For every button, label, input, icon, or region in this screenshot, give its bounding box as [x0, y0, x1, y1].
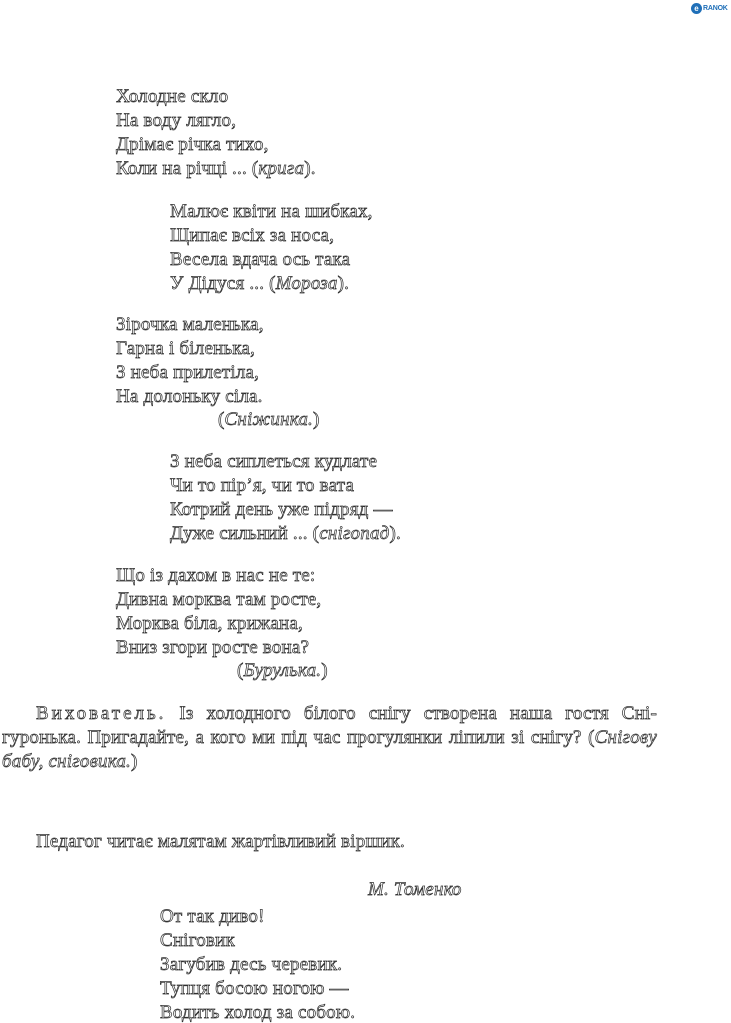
- riddle-snowfall-line-2: Чи то пір’я, чи то вата: [170, 475, 355, 496]
- teacher-paragraph: [2, 702, 657, 774]
- publisher-logo-text: RANOK: [703, 4, 728, 12]
- riddle-snowflake-line-3: З неба прилетіла,: [116, 362, 260, 383]
- riddle-snowflake-line-4: На долоньку сіла.: [116, 386, 263, 407]
- teacher-text: Із холодного білого снігу створена наша гостя Сні-гуронька. Пригадайте, а кого ми під час прогулянки ліпили зі снігу? (: [2, 703, 657, 748]
- riddle-icicle-line-4: Вниз згори росте вона?: [116, 637, 310, 658]
- riddle-frost-line-4-end: ).: [337, 273, 350, 294]
- riddle-icicle-line-1: Що із дахом в нас не те:: [116, 565, 316, 586]
- riddle-ice-answer: крига: [258, 158, 305, 179]
- riddle-frost-line-1: Малює квіти на шибках,: [170, 201, 373, 222]
- riddle-ice-line-4-end: ).: [304, 158, 316, 179]
- riddle-ice-line-2: На воду лягло,: [116, 110, 237, 131]
- snowman-poem-line-3: Загубив десь черевик.: [160, 954, 343, 975]
- snowman-poem-line-4: Тупця босою ногою —: [160, 978, 349, 999]
- riddle-frost-line-2: Щипає всіх за носа,: [170, 225, 335, 246]
- riddle-icicle-answer-open: (: [237, 660, 244, 681]
- riddle-icicle-answer: Бурулька.: [243, 660, 322, 681]
- publisher-logo: [691, 2, 729, 14]
- riddle-snowfall-line-4-text: Дуже сильний ... (: [170, 523, 320, 544]
- riddle-frost-line-4: [170, 274, 349, 293]
- riddle-icicle-line-2: Дивна морква там росте,: [116, 589, 322, 610]
- riddle-ice-line-1: Холодне скло: [116, 86, 229, 107]
- riddle-icicle-answer-close: ): [321, 660, 328, 681]
- riddle-snowflake-line-2: Гарна і біленька,: [116, 338, 256, 359]
- poem-author-name: М. Томенко: [368, 879, 462, 900]
- riddle-icicle-line-3: Морква біла, крижана,: [116, 613, 303, 634]
- teacher-answer-close: ): [131, 751, 138, 772]
- poem-author: [368, 880, 462, 899]
- riddle-snowflake-answer-open: (: [218, 409, 225, 430]
- snowman-poem-line-1: От так диво!: [160, 906, 265, 927]
- teacher-speaker: Вихователь.: [36, 703, 167, 724]
- teacher-answer: Снігову бабу, сніговика.: [2, 727, 657, 772]
- riddle-frost-answer: Мороза: [275, 273, 338, 294]
- riddle-snowfall-line-1: З неба сиплеться кудлате: [170, 451, 378, 472]
- riddle-snowfall-answer: снігопад: [319, 523, 390, 544]
- riddle-frost-line-3: Весела вдача ось така: [170, 249, 351, 270]
- riddle-snowflake-line-1: Зірочка маленька,: [116, 314, 264, 335]
- riddle-snowflake-answer: Сніжинка.: [224, 409, 313, 430]
- reading-intro: Педагог читає малятам жартівливий віршик.: [36, 831, 405, 852]
- riddle-frost-line-4-text: У Дідуся ... (: [170, 273, 276, 294]
- publisher-logo-mark: e: [691, 3, 702, 14]
- riddle-snowfall-line-3: Котрий день уже підряд —: [170, 499, 393, 520]
- riddle-icicle-answer-line: [237, 661, 328, 680]
- snowman-poem-line-2: Сніговик: [160, 930, 235, 951]
- riddle-ice-line-3: Дрімає річка тихо,: [116, 134, 269, 155]
- riddle-snowfall-line-4: [170, 524, 401, 543]
- riddle-ice-line-4-text: Коли на річці ... (: [116, 158, 259, 179]
- snowman-poem-line-5: Водить холод за собою.: [160, 1002, 356, 1023]
- riddle-snowfall-line-4-end: ).: [389, 523, 401, 544]
- riddle-ice-line-4: [116, 159, 316, 178]
- riddle-snowflake-answer-close: ): [312, 409, 320, 430]
- riddle-snowflake-answer-line: [218, 410, 320, 429]
